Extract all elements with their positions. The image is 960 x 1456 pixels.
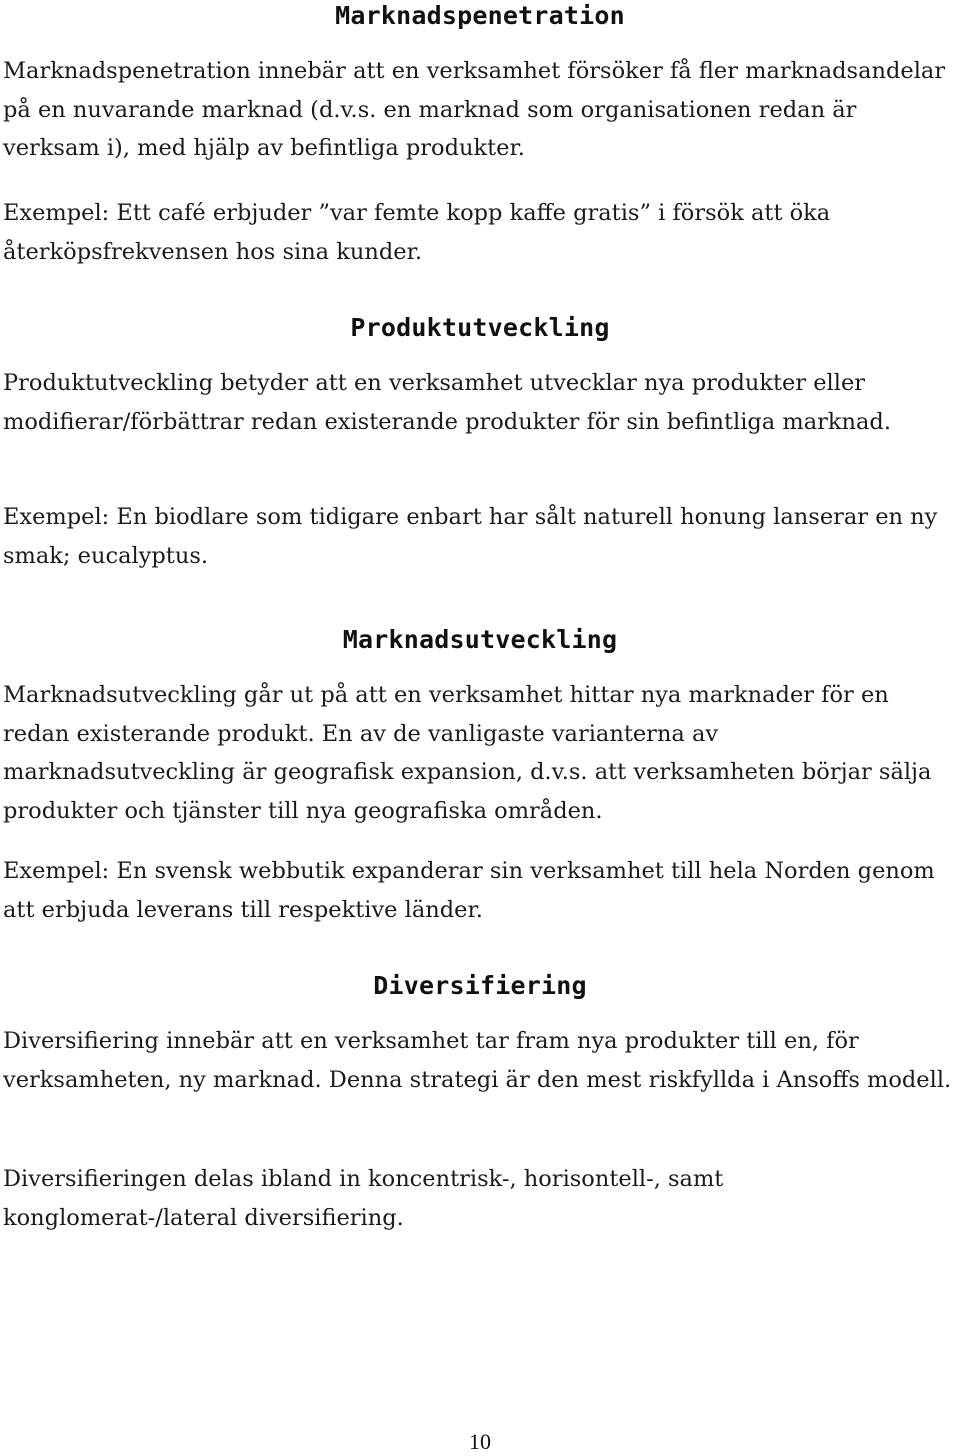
section-paragraph: Produktutveckling betyder att en verksamhet utvecklar nya produkter eller modifierar/förbättrar redan existerande produkter för sin befintliga marknad. — [3, 370, 891, 435]
section-heading-diversifiering: Diversifiering — [373, 971, 587, 1000]
section-example: Exempel: Ett café erbjuder ”var femte kopp kaffe gratis” i försök att öka återköpsfrekvensen hos sina kunder. — [3, 200, 831, 265]
section-example: Exempel: En svensk webbutik expanderar sin verksamhet till hela Norden genom att erbjuda leverans till respektive länder. — [3, 858, 935, 923]
section-paragraph: Marknadspenetration innebär att en verksamhet försöker få fler marknadsandelar på en nuvarande marknad (d.v.s. en marknad som organisationen redan är verksam i), med hjälp av befintliga produkter. — [3, 58, 946, 161]
section-heading-produktutveckling: Produktutveckling — [350, 313, 610, 342]
section-paragraph: Marknadsutveckling går ut på att en verksamhet hittar nya marknader för en redan existerande produkt. En av de vanligaste varianterna av marknadsutveckling är geografisk expansion, d.v.s. att verksamheten börjar sälja produkter och tjänster till nya geografiska områden. — [3, 682, 932, 824]
section-heading-marknadspenetration: Marknadspenetration — [335, 1, 625, 30]
page-number: 10 — [469, 1429, 491, 1454]
section-paragraph: Diversifieringen delas ibland in koncentrisk-, horisontell-, samt konglomerat-/lateral diversifiering. — [3, 1166, 724, 1231]
section-heading-marknadsutveckling: Marknadsutveckling — [342, 625, 618, 654]
section-paragraph: Diversifiering innebär att en verksamhet tar fram nya produkter till en, för verksamheten, ny marknad. Denna strategi är den mest riskfyllda i Ansoffs modell. — [3, 1028, 952, 1093]
section-example: Exempel: En biodlare som tidigare enbart har sålt naturell honung lanserar en ny smak; eucalyptus. — [3, 504, 938, 569]
